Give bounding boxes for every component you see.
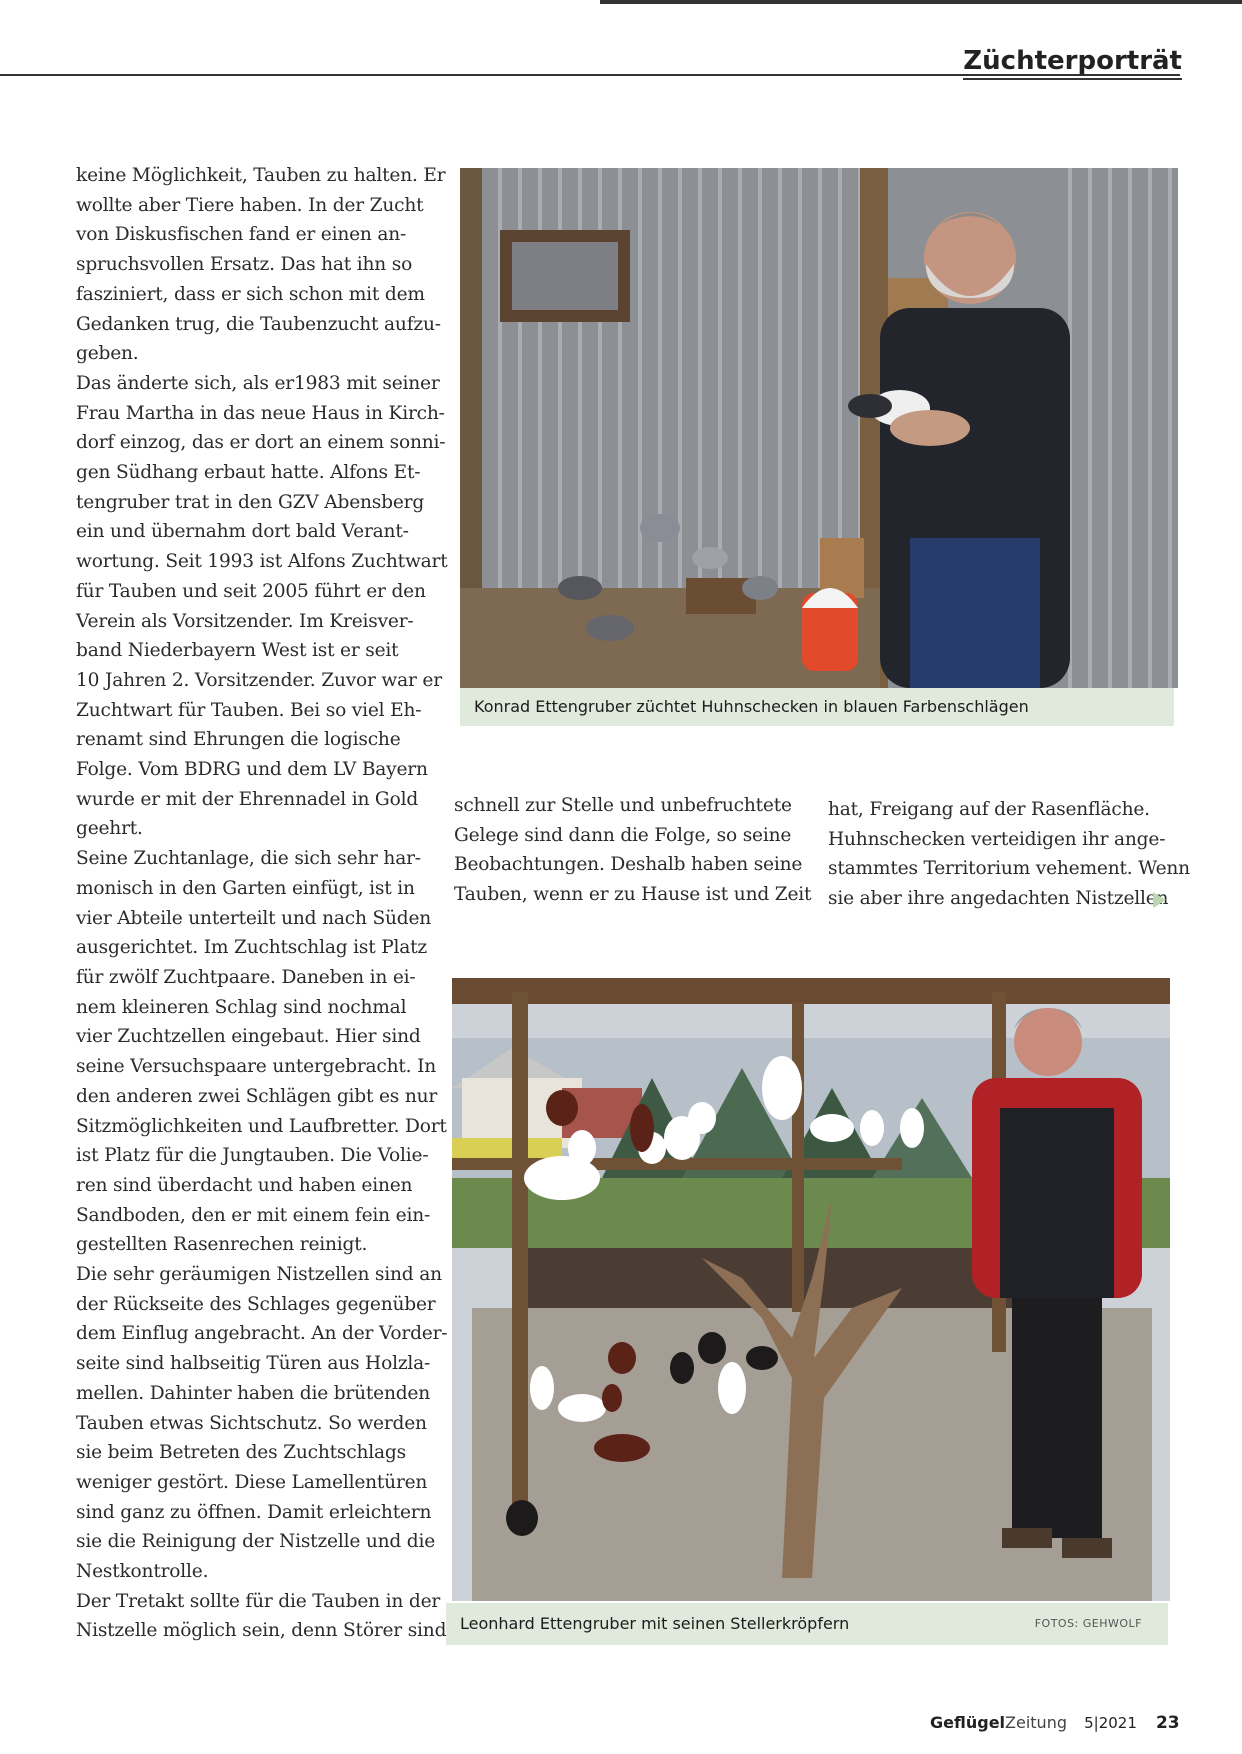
text-line: ist Platz für die Jungtauben. Die Volie- [76,1145,429,1167]
text-line: fasziniert, dass er sich schon mit dem [76,283,425,305]
page-footer [930,1713,1180,1733]
text-line: für Tauben und seit 2005 führt er den [76,580,426,602]
text-line: Tauben etwas Sichtschutz. So werden [76,1412,427,1434]
text-line: keine Möglichkeit, Tauben zu halten. Er [76,165,446,186]
text-line: Huhnschecken verteidigen ihr ange- [828,828,1166,850]
photo-konrad-ettengruber [460,168,1178,688]
text-line: nem kleineren Schlag sind nochmal [76,996,407,1018]
text-line: Zuchtwart für Tauben. Bei so viel Eh- [76,699,422,721]
magazine-brand-bold: Geflügel [930,1713,1006,1732]
photo1-caption: Konrad Ettengruber züchtet Huhnschecken in blauen Farbenschlägen [460,688,1174,726]
text-line: wortung. Seit 1993 ist Alfons Zuchtwart [76,551,448,573]
text-line: Verein als Vorsitzender. Im Kreisver- [76,610,414,632]
text-line: sind ganz zu öffnen. Damit erleichtern [76,1501,432,1523]
text-line: Gelege sind dann die Folge, so seine [454,824,792,846]
text-line: sie die Reinigung der Nistzelle und die [76,1531,436,1553]
text-line: dem Einflug angebracht. An der Vorder- [76,1323,448,1345]
text-line: ren sind überdacht und haben einen [76,1174,413,1196]
continue-arrow-icon [1153,892,1166,908]
text-line: seine Versuchspaare untergebracht. In [76,1056,437,1078]
text-line: seite sind halbseitig Türen aus Holzla- [76,1353,431,1375]
text-line: ausgerichtet. Im Zuchtschlag ist Platz [76,937,428,959]
text-line: renamt sind Ehrungen die logische [76,729,401,751]
text-line: schnell zur Stelle und unbefruchtete [454,795,792,816]
text-line: hat, Freigang auf der Rasenfläche. [828,799,1150,820]
text-line: Sandboden, den er mit einem fein ein- [76,1204,431,1226]
text-line: Tauben, wenn er zu Hause ist und Zeit [454,884,812,906]
text-line: Frau Martha in das neue Haus in Kirch- [76,402,445,424]
text-line: weniger gestört. Diese Lamellentüren [76,1471,428,1493]
text-line: mellen. Dahinter haben die brütenden [76,1382,431,1404]
text-line: sie beim Betreten des Zuchtschlags [76,1442,406,1464]
text-line: vier Zuchtzellen eingebaut. Hier sind [76,1026,421,1048]
text-line: Seine Zuchtanlage, die sich sehr har- [76,848,421,870]
text-line: von Diskusfischen fand er einen an- [76,224,407,246]
text-line: Gedanken trug, die Taubenzucht aufzu- [76,313,441,335]
text-line: Sitzmöglichkeiten und Laufbretter. Dort [76,1115,447,1137]
text-line: stammtes Territorium vehement. Wenn [828,858,1190,880]
text-line: geben. [76,343,139,365]
text-column-left [76,161,448,1646]
top-rule [600,0,1242,4]
text-line: den anderen zwei Schlägen gibt es nur [76,1085,438,1107]
text-line: der Rückseite des Schlages gegenüber [76,1293,436,1315]
text-line: Nestkontrolle. [76,1561,209,1583]
text-line: wollte aber Tiere haben. In der Zucht [76,194,424,216]
text-line: Der Tretakt sollte für die Tauben in der [76,1590,441,1612]
photo-leonhard-ettengruber [452,978,1170,1601]
photo2-caption [446,1603,1168,1645]
text-line: Nistzelle möglich sein, denn Störer sind [76,1620,447,1642]
text-line: gestellten Rasenrechen reinigt. [76,1234,368,1256]
text-line: ein und übernahm dort bald Verant- [76,521,409,543]
photo2-caption-text: Leonhard Ettengruber mit seinen Stellerkröpfern [460,1614,850,1633]
text-line: spruchsvollen Ersatz. Das hat ihn so [76,254,413,276]
issue-number: 5|2021 [1084,1714,1137,1732]
text-column-middle [454,791,812,910]
text-line: gen Südhang erbaut hatte. Alfons Et- [76,462,421,484]
text-line: Die sehr geräumigen Nistzellen sind an [76,1264,442,1286]
page-number: 23 [1155,1713,1180,1733]
text-line: vier Abteile unterteilt und nach Süden [76,907,432,929]
text-column-right [828,795,1190,914]
text-line: 10 Jahren 2. Vorsitzender. Zuvor war er [76,669,442,691]
text-line: geehrt. [76,818,143,840]
text-line: wurde er mit der Ehrennadel in Gold [76,788,419,810]
text-line: Folge. Vom BDRG und dem LV Bayern [76,759,428,781]
photo-credit: FOTOS: GEHWOLF [1034,1617,1142,1630]
section-title: Züchterporträt [963,46,1182,80]
text-line: dorf einzog, das er dort an einem sonni- [76,432,446,454]
text-line: für zwölf Zuchtpaare. Daneben in ei- [76,966,416,988]
text-line: monisch in den Garten einfügt, ist in [76,877,415,899]
text-line: band Niederbayern West ist er seit [76,640,399,662]
text-line: tengruber trat in den GZV Abensberg [76,491,425,513]
text-line: Beobachtungen. Deshalb haben seine [454,854,803,876]
magazine-brand-light: Zeitung [1005,1713,1067,1732]
text-line: sie aber ihre angedachten Nistzellen [828,888,1169,910]
text-line: Das änderte sich, als er1983 mit seiner [76,372,440,394]
